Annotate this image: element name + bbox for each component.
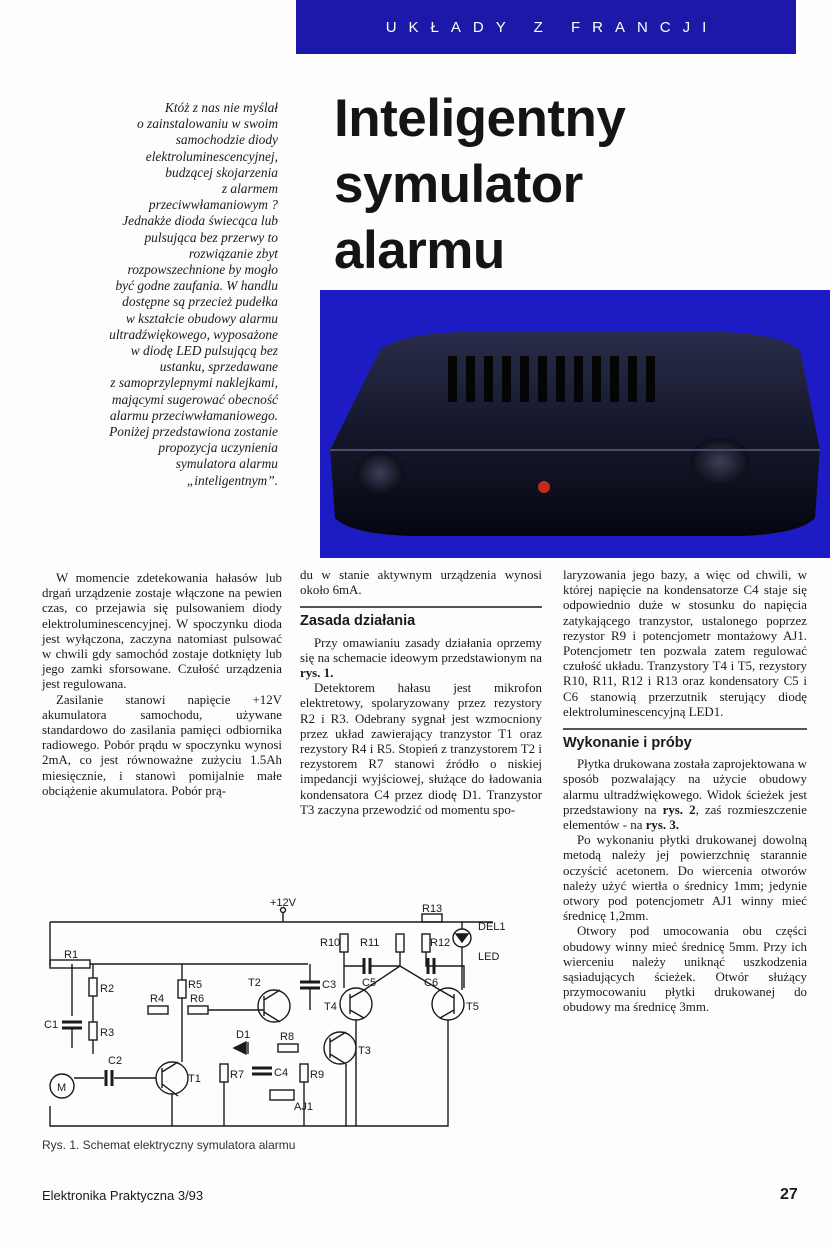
svg-text:C5: C5 <box>362 977 377 989</box>
page-number: 27 <box>780 1186 798 1203</box>
svg-text:AJ1: AJ1 <box>294 1101 313 1113</box>
svg-text:C1: C1 <box>44 1019 59 1031</box>
figure-reference: rys. 2 <box>662 802 696 817</box>
svg-text:R13: R13 <box>422 903 443 915</box>
paragraph: W momencie zdetekowania hałasów lub drgań urządzenie zostaje włączone na pewien czas, co przejawia się pulsowaniem diody elektroluminescencyjnej. W spoczynku dioda jest wyłączona, zaczyna natomiast pulsować w chwili gdy samochód zostaje dotknięty lub jego zamki sforsowane. Czułość urządzenia jest regulowana. <box>42 571 282 692</box>
section-heading: Wykonanie i próby <box>563 735 692 752</box>
svg-text:T2: T2 <box>248 977 261 989</box>
svg-text:R11: R11 <box>360 937 380 949</box>
paragraph <box>300 636 542 682</box>
svg-text:R10: R10 <box>320 937 341 949</box>
text: Płytka drukowana została zaprojektowana w sposób pozwalający na użycie obudowy alarmu ultradźwiękowego. Widok ścieżek jest przedstawiony na <box>563 757 807 817</box>
svg-text:M: M <box>57 1082 67 1094</box>
body-column-2 <box>300 568 542 818</box>
svg-text:R12: R12 <box>430 937 451 949</box>
text: Przy omawianiu zasady działania oprzemy się na schemacie ideowym przedstawionym na <box>300 635 542 665</box>
svg-text:DEL1: DEL1 <box>478 921 506 933</box>
svg-text:C4: C4 <box>274 1067 289 1079</box>
paragraph: laryzowania jego bazy, a więc od chwili, w której napięcie na kondensatorze C4 staje się odpowiednio duże w stosunku do napięcia zatykającego tranzystor, ustalonego poprzez rezystor R9 i potencjometr montażowy AJ1. Potencjometr ten pozwala zatem regulować czułość układu. Tranzystory T4 i T5, rezystory R10, R11, R12 i R13 oraz kondensatory C5 i C6 stanowią przerzutnik sterujący diodę elektroluminescencyjną LED1. <box>563 568 807 719</box>
svg-text:R6: R6 <box>190 993 205 1005</box>
svg-text:R2: R2 <box>100 983 115 995</box>
body-column-3 <box>563 568 807 1016</box>
section-banner: UKŁADY Z FRANCJI <box>296 0 796 54</box>
svg-text:R5: R5 <box>188 979 203 991</box>
svg-text:T3: T3 <box>358 1045 371 1057</box>
lead-paragraph: Któż z nas nie myślał o zainstalowaniu w swoim samochodzie diody elektroluminescencyjnej, budzącej skojarzenia z alarmem przeciwwłamaniowym ? Jednakże dioda świecąca lub pulsująca bez przerwy to rozwiązanie zbyt rozpowszechnione by mogło być godne zaufania. W handlu dostępne są przecież pudełka w kształcie obudowy alarmu ultradźwiękowego, wyposażone w diodę LED pulsującą bez ustanku, sprzedawane z samoprzylepnymi naklejkami, mającymi sugerować obecność alarmu przeciwwłamaniowego. Poniżej przedstawiona zostanie propozycja uczynienia symulatora alarmu „inteligentnym”. <box>109 100 278 488</box>
svg-text:R4: R4 <box>150 993 165 1005</box>
svg-text:T5: T5 <box>466 1001 479 1013</box>
svg-text:D1: D1 <box>236 1029 251 1041</box>
paragraph: Detektorem hałasu jest mikrofon elektretowy, spolaryzowany przez rezystory R2 i R3. Odebrany sygnał jest wzmocniony przez układ zawierający tranzystor T1 oraz rezystory R4 i R5. Stopień z tranzystorem T2 i rezystorem R7 stanowi źródło o niskiej impedancji wyjściowej, służące do ładowania kondensatora C4 przez diodę D1. Tranzystor T3 zaczyna przewodzić od momentu spo- <box>300 681 542 817</box>
svg-text:R9: R9 <box>310 1069 325 1081</box>
section-rule <box>300 606 542 608</box>
paragraph: du w stanie aktywnym urządzenia wynosi około 6mA. <box>300 568 542 598</box>
paragraph: Otwory pod umocowania obu części obudowy winny mieć średnicę 5mm. Przy ich wierceniu należy uniknąć uszkodzenia sąsiadujących ścieżek. Otwór służący przymocowaniu płytki drukowanej do obudowy ma średnicę 3mm. <box>563 924 807 1015</box>
svg-text:R7: R7 <box>230 1069 245 1081</box>
paragraph: Zasilanie stanowi napięcie +12V akumulatora samochodu, używane standardowo do zasilania pamięci odbiornika radiowego. Pobór prądu w spoczynku wynosi 2mA, co jest równoważne zużyciu 1.5Ah miesięcznie, i stanowi pomijalnie małe obciążenie akumulatora. Pobór prą- <box>42 692 282 798</box>
footer-magazine: Elektronika Praktyczna 3/93 <box>42 1188 204 1203</box>
article-title: Inteligentny symulator alarmu <box>334 89 626 280</box>
paragraph: Po wykonaniu płytki drukowanej dowolną metodą należy jej powierzchnię starannie oczyścić acetonem. Do wiercenia otworów należy użyć wiertła o średnicy 1mm; jedynie otwory pod potencjometr AJ1 winny mieć średnicę 1,2mm. <box>563 833 807 924</box>
text: , zaś rozmieszczenie elementów - na <box>563 802 807 833</box>
svg-text:R8: R8 <box>280 1031 295 1043</box>
circuit-schematic <box>38 898 518 1134</box>
section-rule <box>563 728 807 730</box>
svg-text:T1: T1 <box>188 1073 201 1085</box>
supply-label: +12V <box>270 898 296 909</box>
body-column-1 <box>42 571 282 799</box>
svg-text:R3: R3 <box>100 1027 115 1039</box>
svg-text:T4: T4 <box>324 1001 337 1013</box>
device-photo <box>320 290 830 558</box>
section-heading: Zasada działania <box>300 613 416 630</box>
figure-caption: Rys. 1. Schemat elektryczny symulatora alarmu <box>42 1138 296 1152</box>
svg-text:C2: C2 <box>108 1055 123 1067</box>
paragraph <box>563 757 807 833</box>
svg-text:C3: C3 <box>322 979 337 991</box>
label-r1: R1 <box>64 949 79 961</box>
alarm-box-image <box>320 290 830 558</box>
figure-reference: rys. 1. <box>300 666 334 681</box>
svg-text:LED: LED <box>478 951 500 963</box>
svg-text:C6: C6 <box>424 977 439 989</box>
figure-reference: rys. 3. <box>645 818 679 833</box>
